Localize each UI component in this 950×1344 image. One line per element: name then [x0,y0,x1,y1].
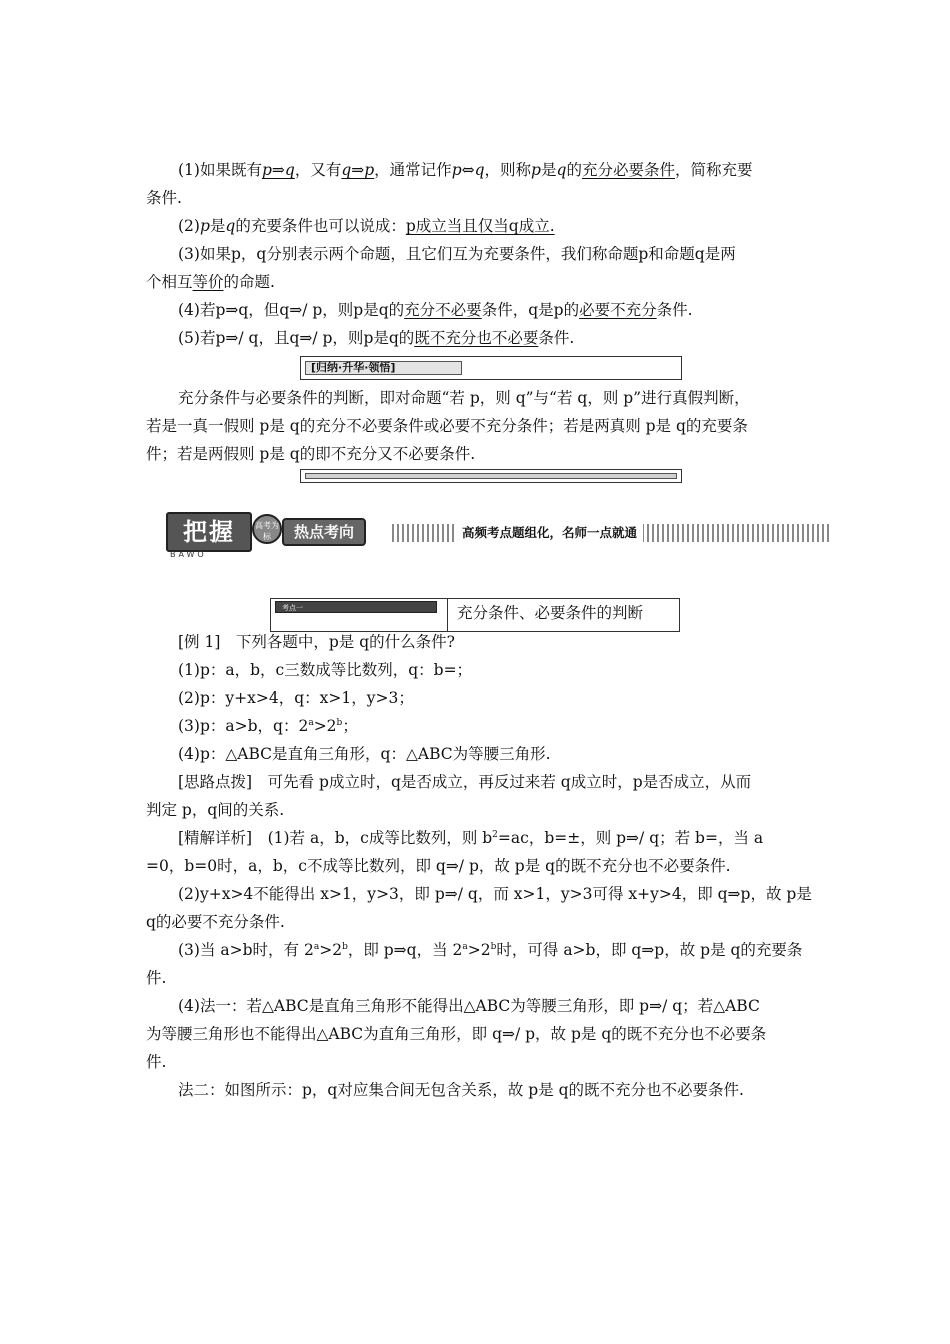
text: 条件. [656,301,693,319]
section-banner [166,510,834,558]
solution-line-3: (2)y+x>4不能得出 x>1，y>3，即 p⇒/ q，而 x>1，y>3可得 x+y>4，即 q⇒p，故 p是 [178,885,812,903]
topic-header [270,598,680,632]
text: q的 [388,329,415,347]
banner-title: 把握 [166,512,252,552]
text: q [556,161,567,179]
definition-1-cont: 条件. [146,189,182,207]
solution-line-7: (4)法一：若△ABC是直角三角形不能得出△ABC为等腰三角形，即 p⇒/ q；若△ABC [178,997,760,1015]
summary-line-3: 件；若是两假则 p是 q的即不充分又不必要条件. [146,445,476,463]
text: q⇒/ p，则 [279,301,354,319]
solution-line-9: 件. [146,1053,167,1071]
text: p⇔q [451,161,485,179]
topic-title: 充分条件、必要条件的判断 [457,604,644,622]
text: >2 [467,941,491,959]
text: p和命题 [638,245,695,263]
text: (2) [178,217,200,235]
solution-line-6: 件. [146,969,167,987]
definition-4 [178,300,810,320]
text: 的 [566,161,582,179]
banner-subtitle: 热点考向 [282,518,366,546]
solution-line-4: q的必要不充分条件. [146,913,285,931]
underlined-text: 充分不必要 [404,301,482,319]
hint-line-1: [思路点拨] 可先看 p成立时，q是否成立，再反过来若 q成立时，p是否成立，从而 [178,773,752,791]
text: p的 [553,301,580,319]
text: (3)如果 [178,245,231,263]
underlined-text: 既不充分也不必要 [414,329,539,347]
solution-line-1 [178,828,810,848]
text: (1)如果既有 [178,161,262,179]
topic-tag-bar [275,601,437,613]
definition-3 [178,244,810,264]
summary-header-bar [300,356,682,380]
text: [精解详析] (1)若 a，b，c成等比数列，则 b [178,829,493,847]
superscript: a [308,718,314,728]
summary-label: [归纳·升华·领悟] [311,361,396,374]
text: ，又有 [294,161,342,179]
text: q是两 [694,245,736,263]
solution-line-8: 为等腰三角形也不能得出△ABC为直角三角形，即 q⇒/ p，故 p是 q的既不充分也不必要条 [146,1025,767,1043]
superscript: 2 [492,830,498,840]
text: p⇒/ q，且 [215,329,290,347]
superscript: b [342,942,348,952]
definition-2 [178,216,810,236]
underlined-text: 等价 [192,273,224,291]
definition-5 [178,328,810,348]
example-item-4: (4)p：△ABC是直角三角形，q：△ABC为等腰三角形. [178,745,551,763]
example-heading: [例 1] 下列各题中，p是 q的什么条件? [178,633,455,651]
example-item-2: (2)p：y+x>4，q：x>1，y>3； [178,689,414,707]
banner-pinyin: BAWO [170,550,207,559]
underlined-text: q⇒p [341,161,375,179]
superscript: a [462,942,468,952]
banner-slogan: 高频考点题组化，名师一点就通 [456,524,643,542]
summary-line-1: 充分条件与必要条件的判断，即对命题“若 p，则 q”与“若 q，则 p”进行真假判断， [178,389,750,407]
banner-badge: 高考为标 [252,514,282,544]
text: 条件. [538,329,575,347]
text: ； [342,717,358,735]
text: 条件， [481,301,529,319]
text: q的 [378,301,405,319]
divider [447,599,448,631]
text: p，q分别表示两个命题，且它们互为充要条件，我们称命题 [230,245,639,263]
text: q是 [528,301,554,319]
text: ，则称 [484,161,532,179]
text: 是 [540,161,557,179]
text: p是 [363,329,389,347]
definition-1 [178,160,810,180]
text: >2 [313,717,337,735]
example-item-3 [178,716,810,736]
superscript: a [313,942,320,952]
text: q [225,217,236,235]
text: p是 [353,301,379,319]
example-item-1: (1)p：a，b，c三数成等比数列，q：b=； [178,661,473,679]
text: q⇒/ p，则 [289,329,364,347]
superscript: b [490,942,497,952]
text: p [531,161,541,179]
topic-tag: 考点一 [282,604,303,612]
underlined-text: p⇒q [261,161,295,179]
underlined-text: 必要不充分 [579,301,657,319]
solution-line-10: 法二：如图所示：p，q对应集合间无包含关系，故 p是 q的既不充分也不必要条件. [178,1081,744,1099]
text: p [199,217,210,235]
hint-line-2: 判定 p，q间的关系. [146,801,285,819]
text: =ac，b=±，则 p⇒/ q；若 b=，当 a [497,829,764,847]
text: p⇒q，但 [215,301,280,319]
text: ，即 p⇒q，当 2 [347,941,463,959]
text: ，简称充要 [674,161,753,179]
solution-line-5 [178,940,810,960]
text: (3)当 a>b时，有 2 [178,941,314,959]
underlined-text: 充分必要条件 [581,161,675,179]
summary-line-2: 若是一真一假则 p是 q的充分不必要条件或必要不充分条件；若是两真则 p是 q的充要条 [146,417,748,435]
text: (3)p：a>b，q：2 [178,717,309,735]
text: (4)若 [178,301,216,319]
text: ，通常记作 [374,161,452,179]
text: 的充要条件也可以说成： [235,217,406,235]
text: >2 [319,941,343,959]
solution-line-2: =0，b=0时，a，b，c不成等比数列，即 q⇒/ p，故 p是 q的既不充分也不必要条件. [146,857,731,875]
text: (5)若 [178,329,216,347]
text: 时，可得 a>b，即 q⇒p，故 p是 q的充要条 [496,941,803,959]
summary-footer-shade [305,473,677,479]
summary-footer-bar [300,469,682,483]
text: 是 [209,217,226,235]
underlined-text: p成立当且仅当q成立. [405,217,555,235]
definition-3-cont [146,272,810,292]
text: 个相互 [146,273,193,291]
superscript: b [336,718,343,728]
text: 的命题. [223,273,275,291]
